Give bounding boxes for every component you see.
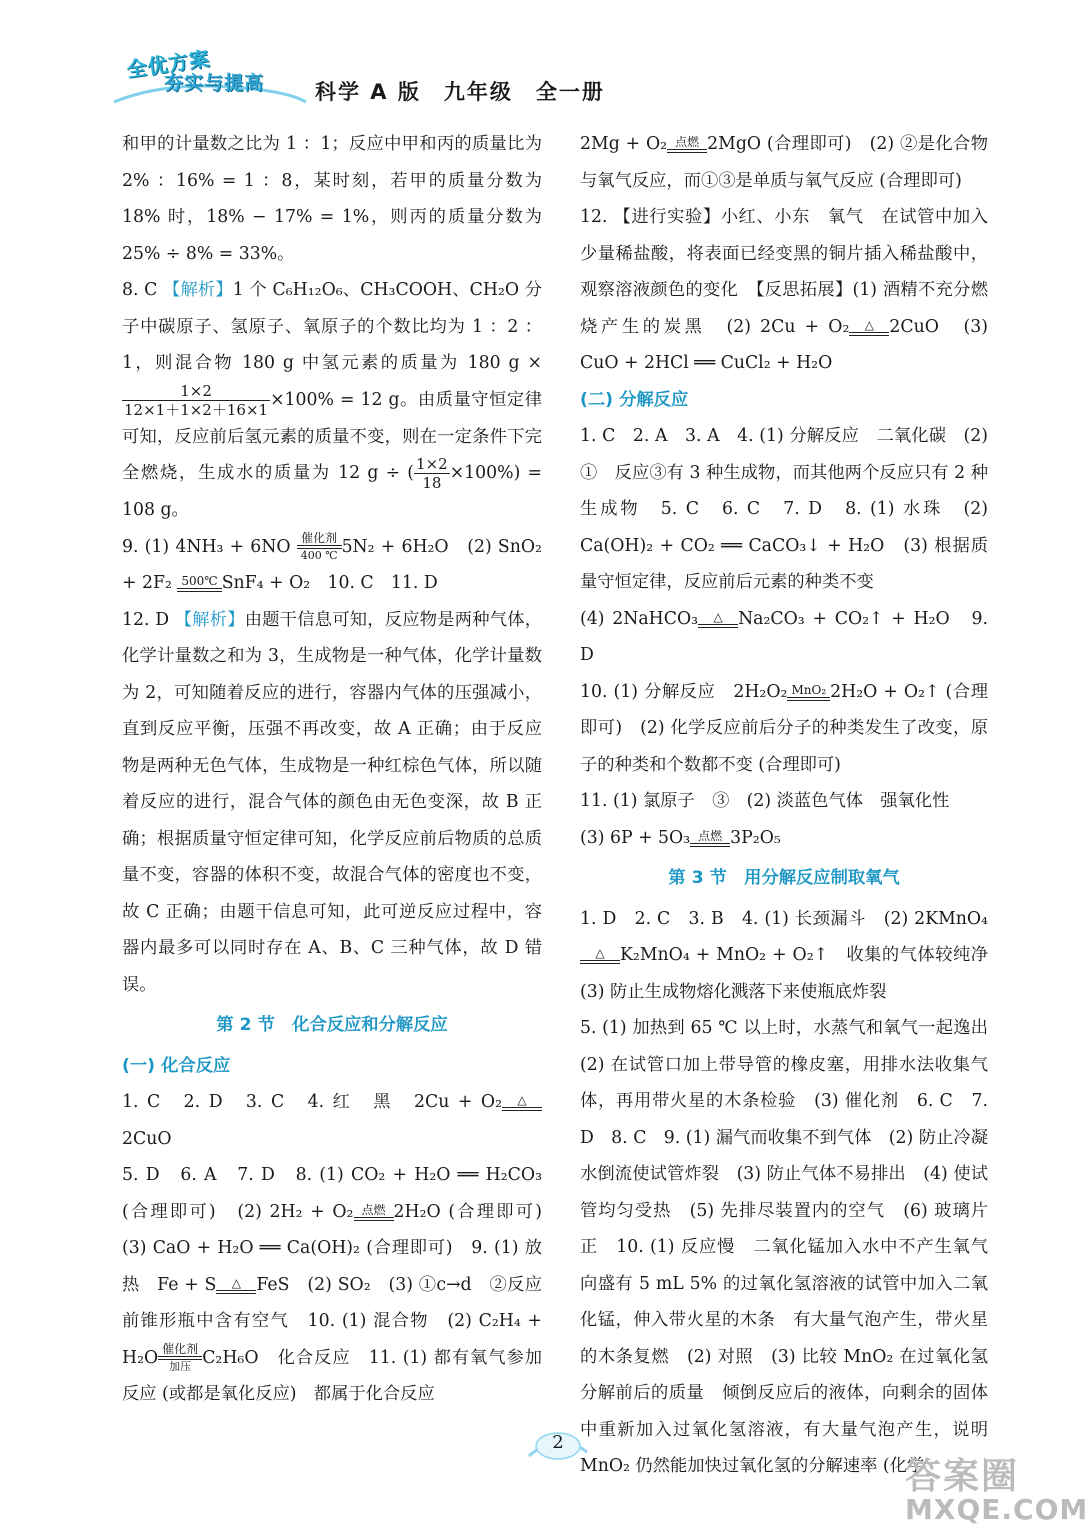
reaction-arrow: MnO₂ — [787, 684, 830, 701]
reaction-arrow: △ — [502, 1094, 542, 1111]
reaction-arrow: 催化剂 400 ℃ — [297, 532, 342, 562]
subsection-title: (二) 分解反应 — [580, 389, 689, 410]
analysis-tag: 【解析】 — [163, 280, 233, 300]
brand-logo — [112, 46, 308, 106]
answer-paragraph: 12. 【进行实验】小红、小东 氧气 在试管中加入少量稀盐酸，将表面已经变黑的铜片插入稀盐酸中，观察溶液颜色的变化 【反思拓展】(1) 酒精不充分燃烧产生的炭黑 (2) 2Cu + O₂ △ 2CuO (3) CuO + 2HCl ══ CuCl₂ + H₂O — [580, 207, 988, 373]
page-number: 2 — [523, 1426, 593, 1462]
answer-q12: 12. D 【解析】由题干信息可知，反应物是两种气体，化学计量数之和为 3，生成物是一种气体，化学计量数为 2，可知随着反应的进行，容器内气体的压强减小，直到反应平衡，压强不再改变，故 A 正确；由于反应物是两种无色气体，生成物是一种红棕色气体，所以随着反应的进行，混合气体的颜色由无色变深，故 B 正确；根据质量守恒定律可知，化学反应前后物质的总质量不变，容器的体积不变，故混合气体的密度也不变，故 C 正确；由题干信息可知，此可逆反应过程中，容器内最多可以同时存在 A、B、C 三种气体，故 D 错误。 — [122, 609, 542, 995]
answer-paragraph: 1. D 2. C 3. B 4. (1) 长颈漏斗 (2) 2KMnO₄ △ K₂MnO₄ + MnO₂ + O₂↑ 收集的气体较纯净 (3) 防止生成物熔化溅落下来使瓶底炸裂 — [580, 908, 1006, 1002]
reaction-arrow: 催化剂 加压 — [158, 1343, 202, 1373]
fraction: $\frac{1\times 2}{18}$ — [416, 455, 448, 492]
reaction-arrow: △ — [580, 947, 620, 964]
section-title: 第 2 节 化合反应和分解反应 — [216, 1015, 448, 1035]
answer-paragraph: 1. C 2. D 3. C 4. 红 黑 2Cu + O₂ △ 2CuO — [122, 1084, 542, 1157]
reaction-arrow: △ — [698, 611, 738, 628]
answer-q9: 9. (1) 4NH₃ + 6NO 催化剂 400 ℃ 5N₂ + 6H₂O (2) SnO₂ + 2F₂ 500℃ SnF₄ + O₂ 10. C 11. D — [122, 531, 542, 593]
analysis-tag: 【解析】 — [174, 609, 245, 630]
reaction-arrow: 500℃ — [177, 575, 221, 592]
reaction-arrow: 点燃 — [690, 830, 730, 847]
logo-line2: 夯实与提高 — [164, 72, 265, 94]
right-column — [580, 126, 1006, 1485]
subsection-title: (一) 化合反应 — [122, 1055, 231, 1076]
book-title: 科学 A 版 九年级 全一册 — [315, 80, 605, 104]
page-header — [0, 0, 1061, 112]
answer-paragraph: (4) 2NaHCO₃ △ Na₂CO₃ + CO₂↑ + H₂O 9. D — [580, 608, 989, 665]
answer-paragraph: 1. C 2. A 3. A 4. (1) 分解反应 二氧化碳 (2) ① 反应③有 3 种生成物，而其他两个反应只有 2 种生成物 5. C 6. C 7. D 8. (1) 水珠 (2) Ca(OH)₂ + CO₂ ══ CaCO₃↓ + H₂O (3) 根据质量守恒定律，反应前后元素的种类不变 — [580, 426, 988, 592]
answer-paragraph: 5. (1) 加热到 65 ℃ 以上时，水蒸气和氧气一起逸出 (2) 在试管口加上带导管的橡皮塞，用排水法收集气体，再用带火星的木条检验 (3) 催化剂 6. C 7. D 8. C 9. (1) 漏气而收集不到气体 (2) 防止冷凝水倒流使试管炸裂 (3) 防止气体不易排出 (4) 使试管均匀受热 (5) 先排尽装置内的空气 (6) 玻璃片 正 10. (1) 反应慢 二氧化锰加入水中不产生氧气 向盛有 5 mL 5% 的过氧化氢溶液的试管中加入二氧化锰，伸入带火星的木条 有大量气泡产生，带火星的木条复燃 (2) 对照 (3) 比较 MnO₂ 在过氧化氢分解前后的质量 倾倒反应后的液体，向剩余的固体中重新加入过氧化氢溶液，有大量气泡产生，说明 MnO₂ 仍然能加快过氧化氢的分解速率 (化学 — [580, 1018, 1006, 1476]
answer-paragraph: (3) 6P + 5O₃ 点燃 3P₂O₅ — [580, 827, 781, 848]
logo-line1: 全优方案 — [124, 46, 212, 82]
left-column — [122, 126, 560, 1413]
answer-paragraph: 2Mg + O₂ 点燃 2MgO (合理即可) (2) ②是化合物与氧气反应，而①③是单质与氧气反应 (合理即可) — [580, 134, 988, 191]
answer-q8: 8. C 【解析】1 个 C₆H₁₂O₆、CH₃COOH、CH₂O 分子中碳原子、氢原子、氧原子的个数比均为 1 ：2 ：1，则混合物 180 g 中氢元素的质量为 180 g × $\frac{1\times 2}{12\times 1+1\times 2+16\times 1}$ ×100% = 12 g。由质量守恒定律可知，反应前后氢元素的质量不变，则在一定条件下完全燃烧，生成水的质量为 12 g ÷ ( $\frac{1\times 2}{18}$ ×100%) = 108 g。 — [122, 280, 542, 520]
answer-paragraph: 11. (1) 氯原子 ③ (2) 淡蓝色气体 强氧化性 — [580, 791, 950, 811]
answer-paragraph: 10. (1) 分解反应 2H₂O₂ MnO₂ 2H₂O + O₂↑ (合理即可) (2) 化学反应前后分子的种类发生了改变，原子的种类和个数都不变 (合理即可) — [580, 681, 989, 775]
watermark: 答案圈 MXQE.COM — [905, 1456, 1088, 1526]
reaction-arrow: △ — [216, 1277, 256, 1294]
reaction-arrow: 点燃 — [354, 1204, 394, 1221]
answer-paragraph: 和甲的计量数之比为 1 ：1；反应中甲和丙的质量比为 2% ：16% = 1 ：8，某时刻，若甲的质量分数为 18% 时，18% − 17% = 1%，则丙的质量分数为 25% ÷ 8% = 33%。 — [122, 134, 542, 264]
reaction-arrow: 点燃 — [667, 136, 707, 153]
answer-paragraph: 5. D 6. A 7. D 8. (1) CO₂ + H₂O ══ H₂CO₃ (合理即可) (2) 2H₂ + O₂ 点燃 2H₂O (合理即可) (3) CaO + H₂O ══ Ca(OH)₂ (合理即可) 9. (1) 放热 Fe + S △ FeS (2) SO₂ (3) ①c→d ②反应前锥形瓶中含有空气 10. (1) 混合物 (2) C₂H₄ + H₂O 催化剂 加压 C₂H₆O 化合反应 11. (1) 都有氧气参加反应 (或都是氧化反应) 都属于化合反应 — [122, 1165, 560, 1404]
section-title: 第 3 节 用分解反应制取氧气 — [668, 868, 900, 888]
reaction-arrow: △ — [849, 319, 889, 336]
fraction: $\frac{1\times 2}{12\times 1+1\times 2+16\times 1}$ — [124, 381, 269, 419]
